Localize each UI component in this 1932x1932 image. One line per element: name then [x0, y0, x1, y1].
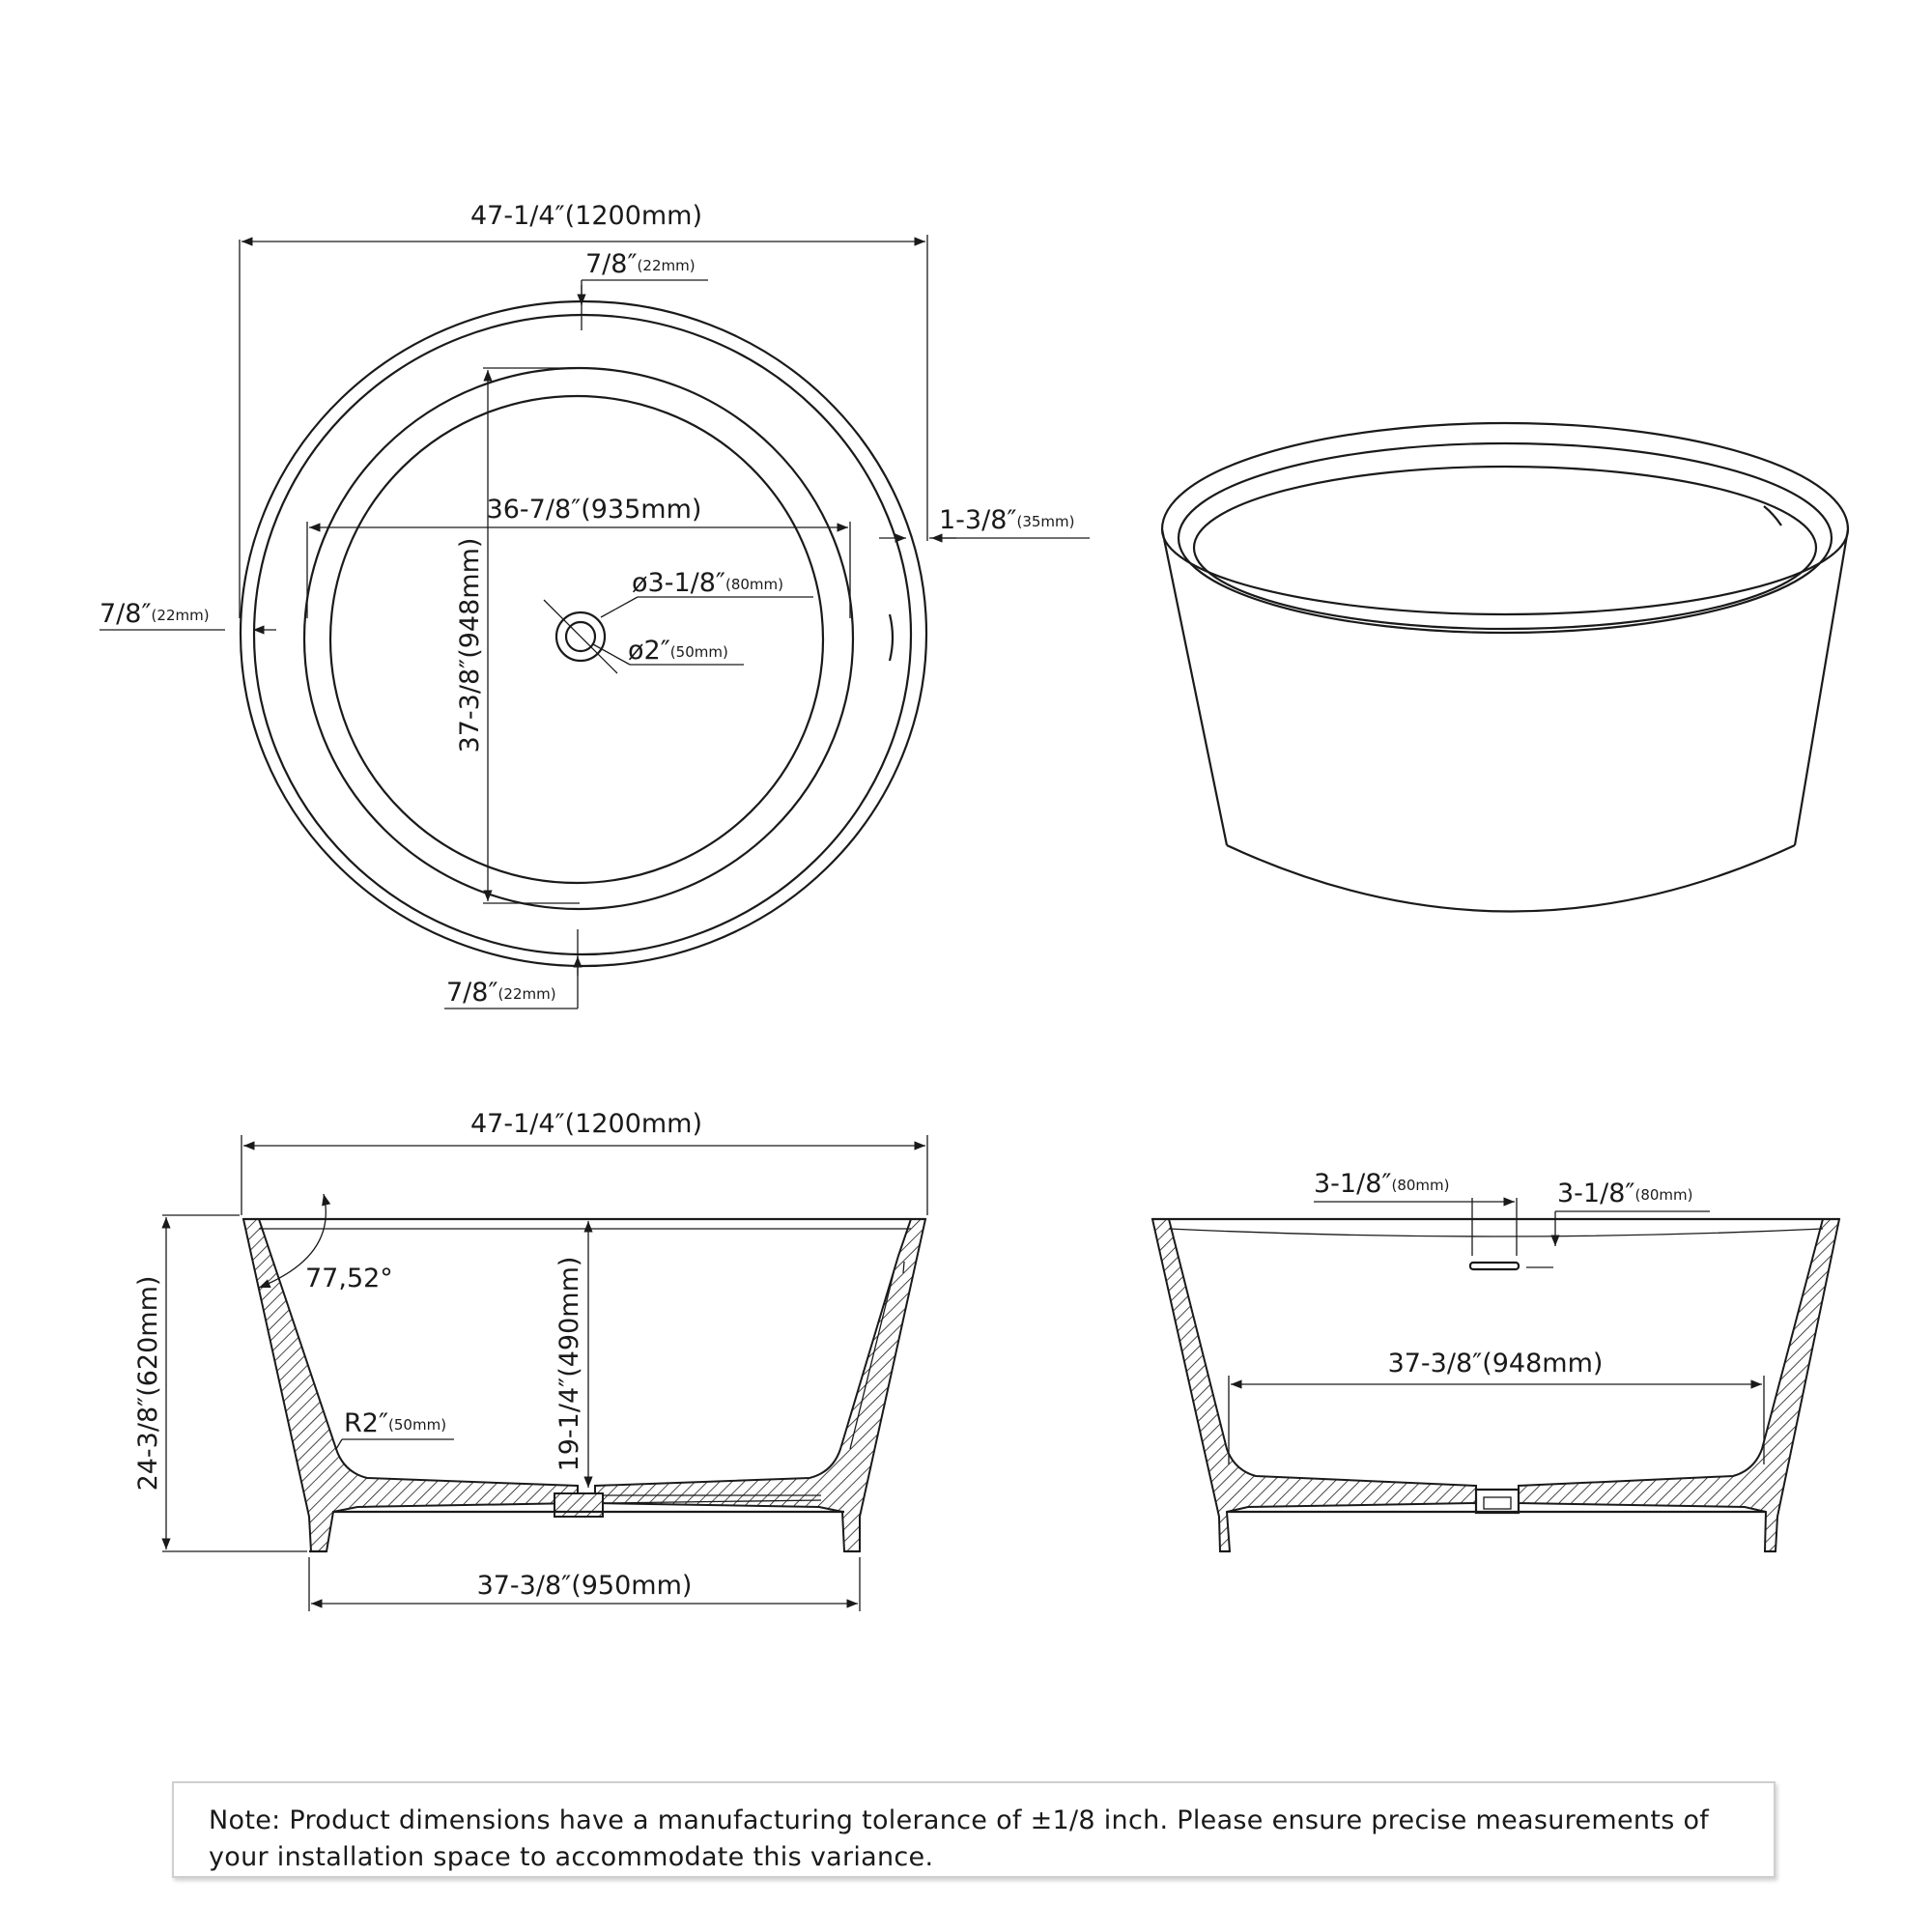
top-inner-depth-label: 37-3/8″(948mm) — [455, 537, 485, 753]
basin-floor-edge — [330, 396, 823, 883]
tolerance-note-text: Note: Product dimensions have a manufacturing tolerance of ±1/8 inch. Please ensure precise measurements of your installation space to accommodate this variance. — [209, 1805, 1710, 1872]
section-drain-channel — [554, 1493, 603, 1517]
section-base-width-label: 37-3/8″(950mm) — [476, 1571, 693, 1601]
top-inner-width-label: 36-7/8″(935mm) — [486, 495, 702, 525]
section-radius-label: R2″(50mm) — [344, 1408, 447, 1438]
drain-outer-diameter-label: ø3-1/8″(80mm) — [632, 568, 783, 598]
overflow-b-label: 3-1/8″(80mm) — [1557, 1179, 1693, 1208]
drain-symbol — [544, 600, 617, 673]
rim-bottom-label: 7/8″(22mm) — [446, 978, 556, 1008]
section-angle-label: 77,52° — [305, 1264, 393, 1293]
drain-inner-diameter-label: ø2″(50mm) — [628, 636, 728, 666]
section-top-width-label: 47-1/4″(1200mm) — [469, 1109, 703, 1139]
side-left-wall — [1152, 1219, 1476, 1551]
overflow-a-label: 3-1/8″(80mm) — [1314, 1169, 1450, 1199]
perspective-view — [1162, 423, 1848, 912]
top-outer-width-label: 47-1/4″(1200mm) — [469, 201, 703, 231]
tolerance-note — [172, 1781, 1776, 1878]
side-overflow-slot — [1470, 1263, 1519, 1269]
outer-rim-inner-line — [254, 315, 911, 954]
basin-top-edge — [304, 368, 853, 909]
top-view — [99, 201, 1090, 1009]
rim-top-label: 7/8″(22mm) — [585, 249, 696, 279]
overflow-slot — [890, 614, 893, 661]
rim-left-label: 7/8″(22mm) — [99, 599, 210, 629]
side-right-wall — [1519, 1219, 1839, 1551]
side-section-view — [1152, 1169, 1839, 1551]
section-inner-depth-label: 19-1/4″(490mm) — [554, 1256, 584, 1472]
side-inner-width-label: 37-3/8″(948mm) — [1387, 1349, 1604, 1378]
rim-right-label: 1-3/8″(35mm) — [939, 505, 1075, 535]
section-height-label: 24-3/8″(620mm) — [133, 1275, 163, 1492]
section-view — [133, 1109, 927, 1611]
